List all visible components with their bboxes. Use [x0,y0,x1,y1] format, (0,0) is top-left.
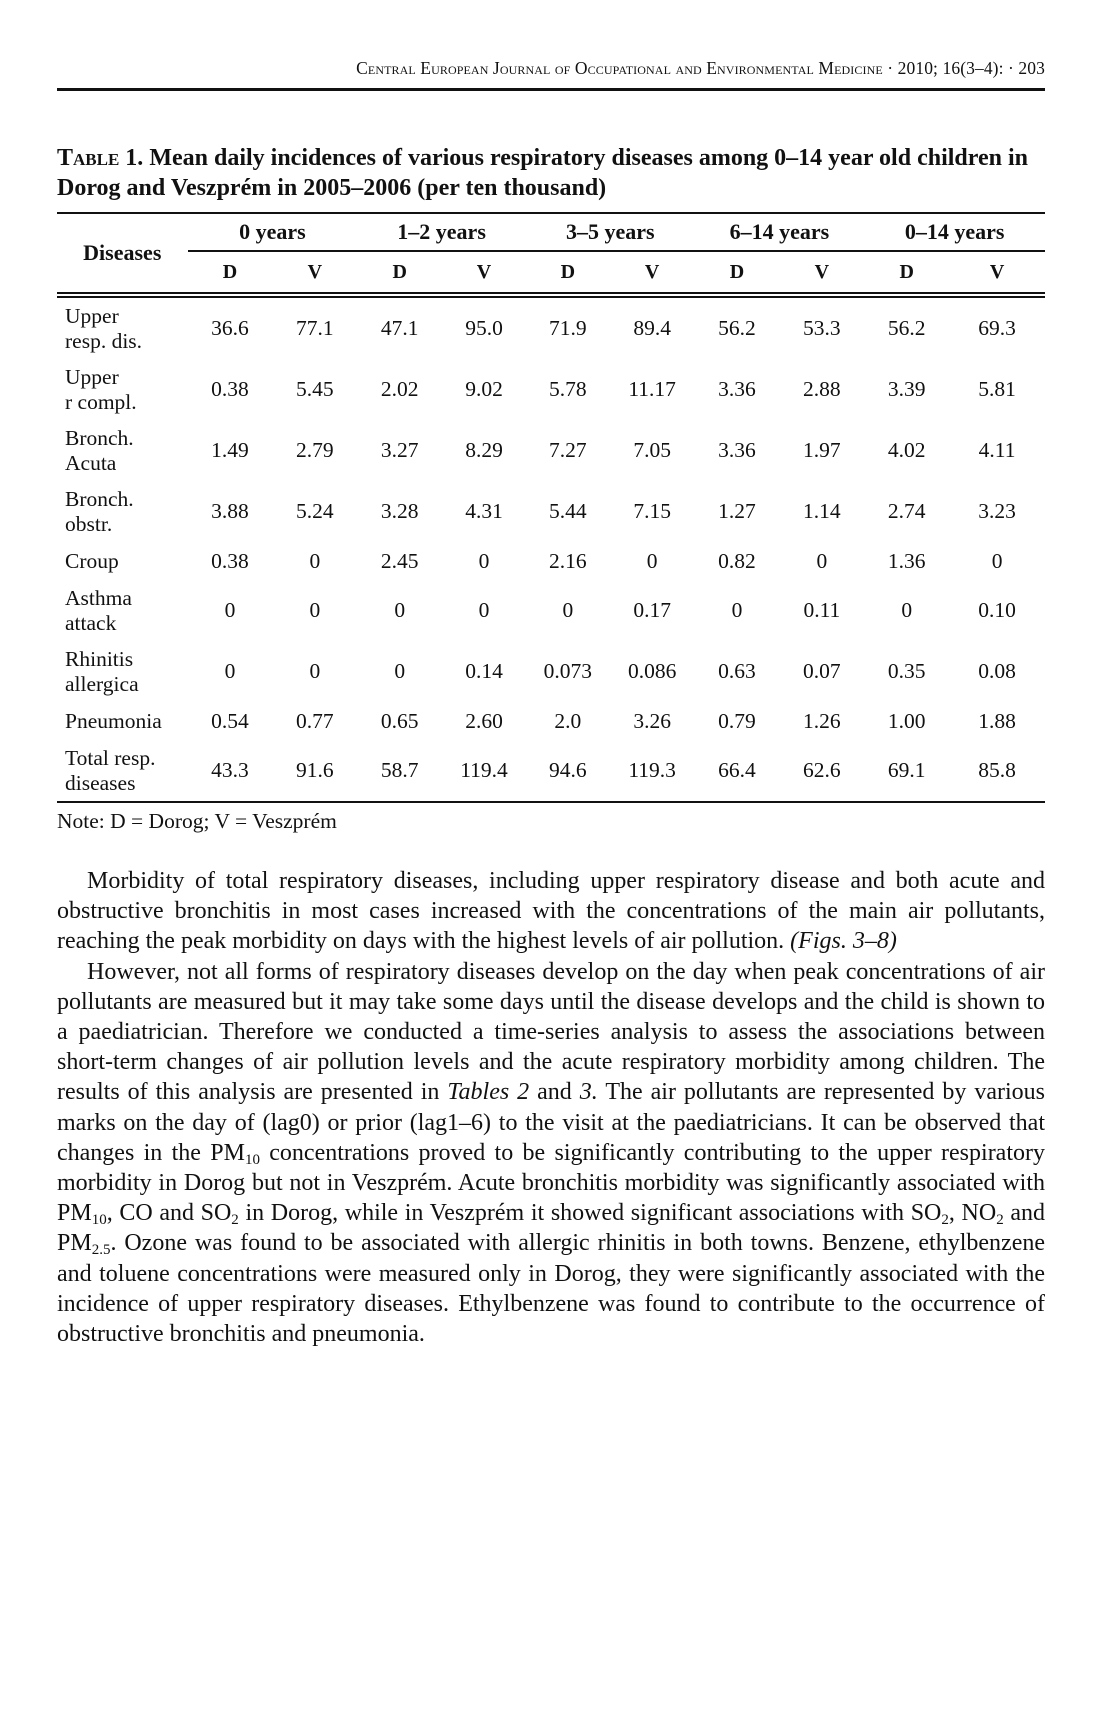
table-cell: 0.38 [211,377,249,401]
disease-name [57,580,188,641]
table-cell: 2.45 [380,548,419,573]
journal-title: Central European Journal of Occupational and Environmental Medicine [356,58,883,78]
table-cell: 7.15 [633,499,671,523]
table-note: Note: D = Dorog; V = Veszprém [57,809,337,833]
subscript: 2 [231,1212,239,1229]
disease-name-line: Acuta [65,450,117,475]
subcolumn-header: D [526,251,610,295]
table-cell: 5.44 [549,499,587,523]
paragraph-text: The air pollutants are represented by various marks on the day of (lag0) or prior (lag1–6) to the visit at the paediatricians. It can be observed that changes in the PM [57,1079,1046,1166]
table-cell: 0 [309,598,321,622]
table-cell: 94.6 [526,740,610,802]
table-cell: 0.086 [627,659,677,683]
group-header: 0 years [188,213,358,251]
disease-name-line: attack [65,610,117,635]
table-cell: 69.1 [864,740,949,802]
table-cell: 0 [394,598,406,622]
table-cell: 47.1 [380,316,419,340]
table-cell: 0 [901,598,913,622]
table-cell: 58.7 [357,740,442,802]
table-cell: 0.82 [718,548,756,573]
table-cell: 0 [394,659,406,683]
subscript: 10 [244,1151,260,1168]
paragraph-text: and PM [57,1200,1046,1257]
table-cell: 2.60 [465,708,503,733]
group-header-row [57,213,1045,251]
paragraph-text: concentrations proved to be significantly contributing to the upper respiratory morbidity in Dorog but not in Veszprém. Acute bronchitis morbidity was significantly associated with PM [57,1139,1045,1227]
table-cell: 11.17 [628,377,676,401]
table-cell: 43.3 [188,740,273,802]
table-cell: 0 [309,548,321,573]
table-row [57,542,1045,580]
table-cell: 1.97 [803,438,841,462]
paragraph-1 [57,866,1045,957]
table-cell: 119.3 [610,740,695,802]
table-cell: 8.29 [465,438,503,462]
body-text [57,866,1045,1349]
table-row [57,641,1045,702]
paragraph-text: in Dorog, while in Veszprém it showed significant associations with SO [245,1200,942,1227]
paragraph-2 [57,957,1045,1350]
table-reference: 3. [579,1079,598,1106]
table-cell: 0.07 [803,659,841,683]
table-cell: 0 [562,598,574,622]
table-cell: 0 [309,659,321,683]
disease-name-line: Bronch. [65,486,134,511]
table-row [57,580,1045,641]
table-cell: 5.45 [296,377,334,401]
diseases-header: Diseases [57,213,188,295]
table-cell: 4.02 [887,438,926,462]
table-cell: 56.2 [887,316,926,340]
table-body [57,295,1045,802]
paragraph-text: Morbidity of total respiratory diseases, including upper respiratory disease and both acute and obstructive bronchitis in most cases increased with the concentrations of the main air pollutants, reaching the peak morbidity on days with the highest levels of air pollution. [57,868,1045,955]
subcolumn-header: D [695,251,780,295]
disease-name [57,359,188,420]
table-cell: 3.26 [633,708,671,733]
table-cell: 0 [478,548,490,573]
group-header: 1–2 years [357,213,526,251]
table-cell: 7.27 [549,438,587,462]
table-cell: 3.36 [718,377,756,401]
subcolumn-header: D [357,251,442,295]
disease-name-line: obstr. [65,511,113,536]
citation: · 2010; 16(3–4): · 203 [887,58,1045,78]
table-row [57,295,1045,359]
table-cell: 69.3 [978,316,1016,340]
table-cell: 0.38 [211,548,249,573]
table-cell: 56.2 [718,316,756,340]
disease-name-line: Bronch. [65,425,134,450]
table-cell: 3.28 [380,499,419,523]
paragraph-text: and [537,1079,572,1106]
disease-name-line: Upper [65,364,119,389]
table-label: Table 1. [57,145,144,171]
group-header: 0–14 years [864,213,1045,251]
table-cell: 0 [991,548,1003,573]
table-cell: 1.27 [718,499,756,523]
table-cell: 85.8 [949,740,1045,802]
table-cell: 0 [646,548,658,573]
disease-name-line: Total resp. [65,745,156,770]
group-header: 6–14 years [695,213,865,251]
disease-name-line: diseases [65,770,136,795]
table-cell: 2.79 [296,438,334,462]
disease-name-line: Croup [65,548,119,573]
running-header [356,58,1045,79]
table-caption-text: Mean daily incidences of various respiratory diseases among 0–14 year old children in Dorog and Veszprém in 2005–2006 (per ten thousand) [57,145,1028,201]
table-cell: 0 [731,598,743,622]
table-cell: 71.9 [549,316,587,340]
subcolumn-header: V [272,251,357,295]
table-cell: 3.27 [380,438,419,462]
paragraph-text: , NO [948,1200,997,1227]
table-cell: 2.88 [803,377,841,401]
table-cell: 1.26 [803,708,841,733]
disease-name-line: Rhinitis [65,646,134,671]
table-cell: 95.0 [465,316,503,340]
table-cell: 1.00 [887,708,926,733]
disease-name [57,481,188,542]
disease-name [57,542,188,580]
table-cell: 36.6 [211,316,249,340]
table-cell: 0.65 [380,708,419,733]
subcolumn-header: V [779,251,864,295]
disease-name [57,420,188,481]
table-row [57,702,1045,740]
table-cell: 0 [224,659,236,683]
table-row [57,481,1045,542]
disease-name-line: Asthma [65,585,132,610]
table-cell: 0.35 [887,659,926,683]
disease-name-line: Upper [65,303,119,328]
disease-name [57,740,188,802]
table-cell: 4.31 [465,499,503,523]
table-reference: Tables 2 [447,1079,530,1106]
table-cell: 0.14 [465,659,503,683]
disease-name [57,295,188,359]
table-cell: 53.3 [803,316,841,340]
subscript: 10 [91,1212,107,1229]
table-cell: 5.78 [549,377,587,401]
table-cell: 0.77 [296,708,334,733]
table-cell: 0 [224,598,236,622]
subscript: 2.5 [91,1242,111,1259]
disease-name [57,702,188,740]
table-cell: 2.02 [380,377,419,401]
table-cell: 0.54 [211,708,249,733]
table-cell: 0.08 [978,659,1016,683]
paragraph-text: . Ozone was found to be associated with allergic rhinitis in both towns. Benzene, ethylbenzene and toluene concentrations were measured only in Dorog, they were significantly associated with the incidence of upper respiratory diseases. Ethylbenzene was found to contribute to the occurrence of obstructive bronchitis and pneumonia. [57,1230,1045,1348]
table-cell: 2.16 [549,548,587,573]
subcolumn-header: V [949,251,1045,295]
table-cell: 7.05 [633,438,671,462]
table-cell: 2.74 [887,499,926,523]
subcolumn-header: D [864,251,949,295]
table-cell: 1.88 [978,708,1016,733]
table-cell: 0.63 [718,659,756,683]
incidence-table [57,212,1045,803]
table-row [57,420,1045,481]
table-cell: 0 [478,598,490,622]
table-cell: 3.39 [887,377,926,401]
table-cell: 2.0 [554,708,582,733]
table-cell: 1.49 [211,438,249,462]
table-cell: 0.79 [718,708,756,733]
table-cell: 0.17 [633,598,671,622]
table-cell: 62.6 [779,740,864,802]
table-cell: 0.073 [543,659,592,683]
table-cell: 66.4 [695,740,780,802]
table-cell: 3.36 [718,438,756,462]
disease-name-line: Pneumonia [65,708,162,733]
header-rule [57,88,1045,91]
table-cell: 3.88 [211,499,249,523]
table-cell: 3.23 [978,499,1016,523]
subcolumn-header: V [610,251,695,295]
table-cell: 91.6 [272,740,357,802]
subscript: 2 [996,1212,1004,1229]
figure-reference: (Figs. 3–8) [790,928,897,955]
paragraph-text: However, not all forms of respiratory diseases develop on the day when peak concentrations of air pollutants are measured but it may take some days until the disease develops and the child is shown to a paediatrician. Therefore we conducted a time-series analysis to assess the associations between short-term changes of air pollution levels and the acute respiratory morbidity among children. The results of this analysis are presented in [57,958,1045,1106]
table-cell: 0 [816,548,828,573]
table-row [57,740,1045,802]
disease-name [57,641,188,702]
subscript: 2 [941,1212,949,1229]
table-cell: 5.24 [296,499,334,523]
table-cell: 119.4 [442,740,526,802]
table-cell: 1.36 [887,548,926,573]
subcolumn-header: V [442,251,526,295]
paragraph-text: , CO and SO [106,1200,232,1227]
table-row [57,359,1045,420]
table-cell: 1.14 [803,499,841,523]
disease-name-line: allergica [65,671,139,696]
disease-name-line: resp. dis. [65,328,143,353]
table-cell: 4.11 [978,438,1016,462]
table-cell: 0.10 [978,598,1016,622]
table-cell: 89.4 [633,316,671,340]
table-caption [57,143,1045,203]
disease-name-line: r compl. [65,389,137,414]
subcolumn-header: D [188,251,273,295]
table-cell: 0.11 [803,598,841,622]
table-cell: 77.1 [296,316,334,340]
group-header: 3–5 years [526,213,695,251]
subcolumn-header-row [57,251,1045,295]
table-cell: 5.81 [978,377,1016,401]
table-cell: 9.02 [465,377,503,401]
